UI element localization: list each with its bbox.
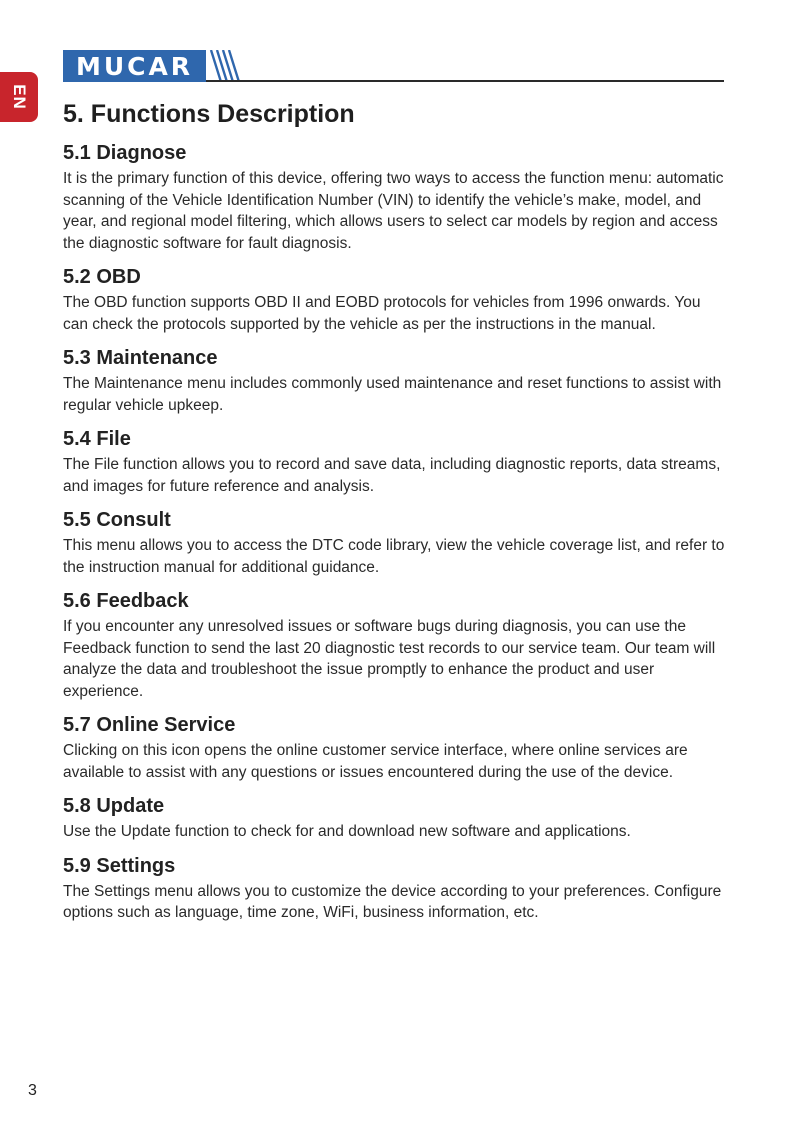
section-title: 5.7 Online Service	[63, 714, 236, 736]
section-body: The Maintenance menu includes commonly used maintenance and reset functions to assist with regular vehicle upkeep.	[63, 375, 722, 414]
section-consult	[63, 507, 728, 578]
section-title: 5.1 Diagnose	[63, 142, 187, 164]
section-settings	[63, 853, 728, 924]
page-title: 5. Functions Description	[63, 100, 355, 128]
language-tab	[0, 72, 38, 122]
section-title: 5.9 Settings	[63, 854, 176, 877]
section-body: The Settings menu allows you to customize the device according to your preferences. Configure options such as language, time zone, WiFi, business information, etc.	[63, 882, 722, 921]
section-body: The OBD function supports OBD II and EOBD protocols for vehicles from 1996 onwards. You can check the protocols supported by the vehicle as per the instructions in the manual.	[63, 294, 701, 333]
section-title: 5.3 Maintenance	[63, 347, 218, 369]
section-body: This menu allows you to access the DTC code library, view the vehicle coverage list, and refer to the instruction manual for additional guidance.	[63, 537, 725, 576]
section-body: The File function allows you to record and save data, including diagnostic reports, data streams, and images for future reference and analysis.	[63, 456, 721, 495]
section-file	[63, 426, 728, 497]
logo-slashes-icon	[207, 50, 247, 82]
section-body: Use the Update function to check for and download new software and applications.	[63, 823, 631, 840]
brand-logo-text: MUCAR	[75, 51, 194, 81]
section-feedback	[63, 588, 728, 702]
section-online-service	[63, 712, 728, 783]
section-title: 5.4 File	[63, 428, 131, 450]
section-title: 5.5 Consult	[63, 509, 171, 531]
section-body: It is the primary function of this device, offering two ways to access the function menu: automatic scanning of the Vehicle Identification Number (VIN) to identify the vehicle’s make, model, and year, and regional model filtering, which allows users to select car models by region and access the diagnostic software for fault diagnosis.	[63, 170, 724, 252]
section-body: Clicking on this icon opens the online customer service interface, where online services are available to assist with any questions or issues encountered during the use of the device.	[63, 742, 688, 781]
brand-logo	[63, 50, 206, 82]
language-label: EN	[10, 84, 29, 110]
section-title: 5.8 Update	[63, 795, 165, 817]
section-maintenance	[63, 345, 728, 416]
section-body: If you encounter any unresolved issues or software bugs during diagnosis, you can use the Feedback function to send the last 20 diagnostic test records to our service team. Our team will analyze the data and troubleshoot the issue promptly to enhance the product and user experience.	[63, 618, 716, 700]
section-title: 5.2 OBD	[63, 266, 141, 288]
section-title: 5.6 Feedback	[63, 590, 189, 612]
page-content	[63, 98, 728, 934]
section-update	[63, 793, 728, 843]
header-divider	[206, 80, 724, 82]
section-obd	[63, 264, 728, 335]
page-number: 3	[28, 1082, 37, 1099]
section-diagnose	[63, 140, 728, 254]
